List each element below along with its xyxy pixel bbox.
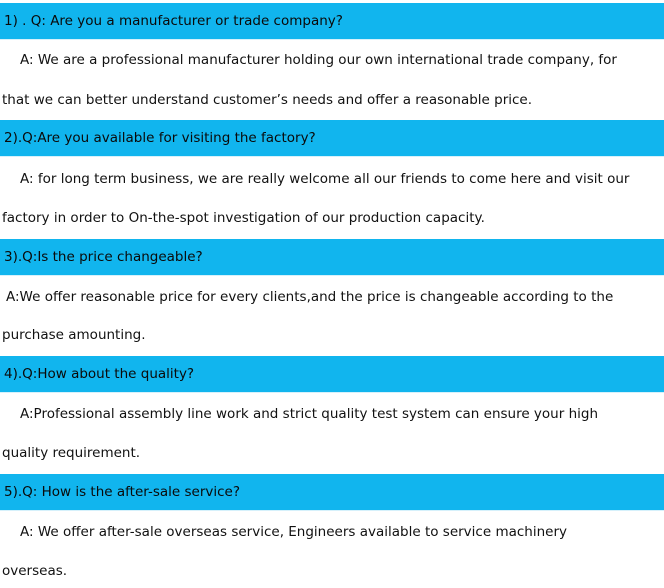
faq-question-2: 2).Q:Are you available for visiting the factory? xyxy=(0,120,664,157)
faq-question-1: 1) . Q: Are you a manufacturer or trade company? xyxy=(0,3,664,40)
faq-question-3: 3).Q:Is the price changeable? xyxy=(0,239,664,276)
faq-answer-2-line-2: factory in order to On-the-spot investigation of our production capacity. xyxy=(2,210,485,226)
faq-answer-4-line-2: quality requirement. xyxy=(2,445,141,461)
faq-answer-5-line-2: overseas. xyxy=(2,563,68,579)
faq-answer-1-line-2: that we can better understand customer’s needs and offer a reasonable price. xyxy=(2,92,533,108)
faq-question-5: 5).Q: How is the after-sale service? xyxy=(0,474,664,511)
faq-answer-3-line-1: A:We offer reasonable price for every clients,and the price is changeable according to the xyxy=(6,289,614,305)
faq-answer-2-line-1: A: for long term business, we are really welcome all our friends to come here and visit our xyxy=(20,171,630,187)
faq-answer-3-line-2: purchase amounting. xyxy=(2,327,146,343)
faq-answer-5-line-1: A: We offer after-sale overseas service, Engineers available to service machinery xyxy=(20,524,568,540)
faq-answer-4-line-1: A:Professional assembly line work and strict quality test system can ensure your high xyxy=(20,406,599,422)
faq-question-4: 4).Q:How about the quality? xyxy=(0,356,664,393)
faq-answer-1-line-1: A: We are a professional manufacturer holding our own international trade company, for xyxy=(20,52,617,68)
